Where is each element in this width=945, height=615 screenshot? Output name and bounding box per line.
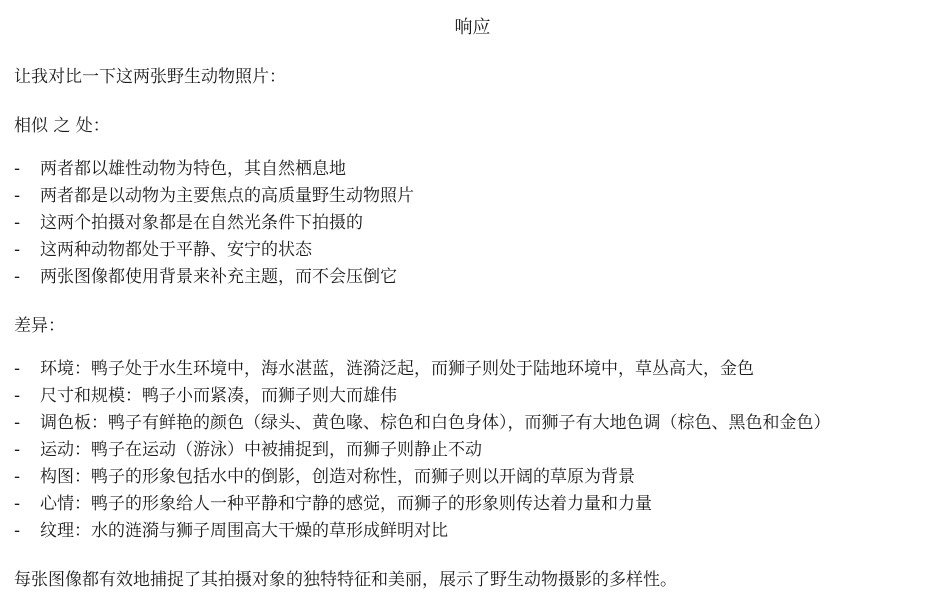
intro-text: 让我对比一下这两张野生动物照片：	[14, 67, 286, 87]
list-item-text: 两者都以雄性动物为特色，其自然栖息地	[40, 159, 346, 179]
bullet-dash: -	[14, 359, 21, 379]
page-title: 响应	[454, 17, 491, 38]
list-item	[14, 264, 931, 291]
list-item-text: 构图：鸭子的形象包括水中的倒影，创造对称性，而狮子则以开阔的草原为背景	[40, 467, 635, 487]
bullet-dash: -	[14, 413, 21, 433]
differences-list	[14, 356, 931, 545]
similarities-list	[14, 156, 931, 291]
list-item-text: 环境：鸭子处于水生环境中，海水湛蓝，涟漪泛起，而狮子则处于陆地环境中，草丛高大，金色	[40, 359, 754, 379]
bullet-dash: -	[14, 240, 21, 260]
differences-heading: 差异：	[14, 316, 65, 336]
list-item-text: 尺寸和规模：鸭子小而紧凑，而狮子则大而雄伟	[40, 386, 397, 406]
bullet-dash: -	[14, 521, 21, 541]
bullet-dash: -	[14, 494, 21, 514]
list-item	[14, 464, 931, 491]
bullet-dash: -	[14, 267, 21, 287]
bullet-dash: -	[14, 159, 21, 179]
list-item	[14, 518, 931, 545]
list-item-text: 两者都是以动物为主要焦点的高质量野生动物照片	[40, 186, 414, 206]
list-item	[14, 491, 931, 518]
closing-text: 每张图像都有效地捕捉了其拍摄对象的独特特征和美丽，展示了野生动物摄影的多样性。	[14, 570, 677, 590]
list-item-text: 这两种动物都处于平静、安宁的状态	[40, 240, 312, 260]
list-item-text: 调色板：鸭子有鲜艳的颜色（绿头、黄色喙、棕色和白色身体），而狮子有大地色调（棕色、黑色和金色）	[40, 413, 831, 433]
list-item	[14, 210, 931, 237]
bullet-dash: -	[14, 186, 21, 206]
bullet-dash: -	[14, 386, 21, 406]
list-item-text: 运动：鸭子在运动（游泳）中被捕捉到，而狮子则静止不动	[40, 440, 482, 460]
list-item	[14, 156, 931, 183]
list-item	[14, 356, 931, 383]
bullet-dash: -	[14, 440, 21, 460]
list-item	[14, 183, 931, 210]
list-item	[14, 410, 931, 437]
list-item	[14, 383, 931, 410]
list-item-text: 心情：鸭子的形象给人一种平静和宁静的感觉，而狮子的形象则传达着力量和力量	[40, 494, 652, 514]
bullet-dash: -	[14, 213, 21, 233]
bullet-dash: -	[14, 467, 21, 487]
similarities-heading: 相似 之 处：	[14, 116, 110, 136]
list-item	[14, 237, 931, 264]
list-item-text: 纹理：水的涟漪与狮子周围高大干燥的草形成鲜明对比	[40, 521, 448, 541]
list-item	[14, 437, 931, 464]
list-item-text: 两张图像都使用背景来补充主题，而不会压倒它	[40, 267, 397, 287]
list-item-text: 这两个拍摄对象都是在自然光条件下拍摄的	[40, 213, 363, 233]
